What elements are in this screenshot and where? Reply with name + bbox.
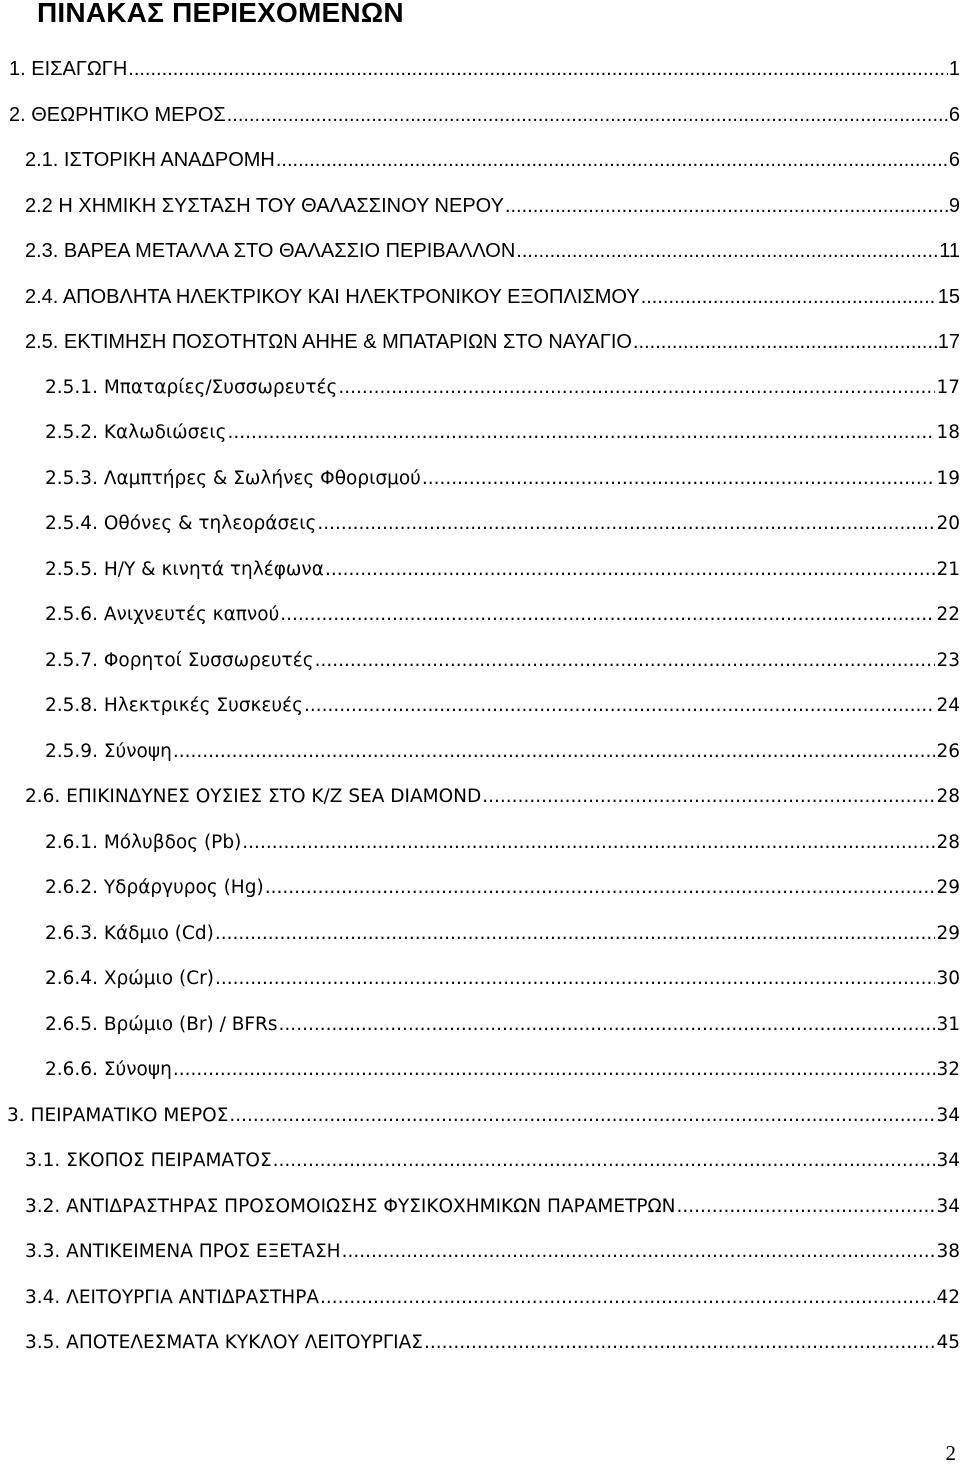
toc-dot-leader — [273, 1146, 936, 1176]
page-title: ΠΙΝΑΚΑΣ ΠΕΡΙΕΧΟΜΕΝΩΝ — [37, 0, 404, 28]
toc-entry-label: 2.6.1. Μόλυβδος (Pb) — [45, 832, 242, 853]
toc-dot-leader — [229, 1101, 935, 1131]
toc-entry[interactable] — [45, 964, 960, 994]
toc-entry[interactable] — [45, 828, 960, 858]
toc-entry-label: 2.6.5. Βρώμιο (Br) / BFRs — [45, 1014, 278, 1035]
toc-dot-leader — [227, 100, 948, 130]
toc-entry[interactable] — [45, 418, 960, 448]
toc-entry-label: 3.4. ΛΕΙΤΟΥΡΓΙΑ ΑΝΤΙΔΡΑΣΤΗΡΑ — [25, 1287, 320, 1308]
toc-entry[interactable] — [45, 509, 960, 539]
toc-dot-leader — [505, 191, 948, 221]
toc-dot-leader — [279, 1010, 936, 1040]
toc-dot-leader — [641, 282, 937, 312]
toc-entry-label: 2.5.6. Ανιχνευτές καπνού — [45, 604, 280, 625]
toc-entry[interactable] — [25, 1328, 960, 1358]
toc-dot-leader — [422, 464, 936, 494]
toc-entry-page: 32 — [936, 1059, 960, 1080]
toc-entry[interactable] — [45, 1010, 960, 1040]
toc-entry-label: 2.6.3. Κάδμιο (Cd) — [45, 923, 214, 944]
toc-entry-page: 17 — [936, 377, 960, 398]
toc-entry-label: 2.2 Η ΧΗΜΙΚΗ ΣΥΣΤΑΣΗ ΤΟΥ ΘΑΛΑΣΣΙΝΟΥ ΝΕΡΟΥ — [25, 195, 504, 217]
toc-entry-label: 2.5.3. Λαμπτήρες & Σωλήνες Φθορισμού — [45, 468, 421, 489]
toc-entry[interactable] — [45, 373, 960, 403]
toc-entry-label: 2.6.2. Υδράργυρος (Hg) — [45, 877, 264, 898]
toc-entry[interactable] — [45, 555, 960, 585]
toc-dot-leader — [128, 54, 948, 84]
toc-entry-label: 2.4. ΑΠΟΒΛΗΤΑ ΗΛΕΚΤΡΙΚΟΥ ΚΑΙ ΗΛΕΚΤΡΟΝΙΚΟΥ ΕΞΟΠΛΙΣΜΟΥ — [25, 286, 640, 308]
toc-entry-label: 2.5.7. Φορητοί Συσσωρευτές — [45, 650, 314, 671]
toc-entry-page: 1 — [948, 58, 960, 80]
toc-entry-page: 42 — [936, 1287, 960, 1308]
toc-dot-leader — [215, 919, 936, 949]
toc-dot-leader — [338, 373, 935, 403]
toc-entry-page: 22 — [936, 604, 960, 625]
toc-entry[interactable] — [45, 737, 960, 767]
toc-entry-page: 20 — [936, 513, 960, 534]
toc-entry[interactable] — [25, 1283, 960, 1313]
toc-entry-page: 45 — [936, 1332, 960, 1353]
toc-entry[interactable] — [45, 873, 960, 903]
toc-entry[interactable] — [45, 691, 960, 721]
toc-entry-page: 23 — [936, 650, 960, 671]
toc-entry-label: 3.5. ΑΠΟΤΕΛΕΣΜΑΤΑ ΚΥΚΛΟΥ ΛΕΙΤΟΥΡΓΙΑΣ — [25, 1332, 423, 1353]
toc-dot-leader — [173, 1055, 936, 1085]
toc-dot-leader — [325, 555, 936, 585]
toc-dot-leader — [315, 646, 936, 676]
toc-dot-leader — [265, 873, 936, 903]
toc-dot-leader — [633, 327, 937, 357]
toc-entry-label: 2.5.4. Οθόνες & τηλεοράσεις — [45, 513, 317, 534]
toc-dot-leader — [242, 828, 935, 858]
toc-dot-leader — [317, 509, 935, 539]
toc-entry-label: 2.1. ΙΣΤΟΡΙΚΗ ΑΝΑΔΡΟΜΗ — [25, 149, 275, 171]
toc-entry-label: 2.6.6. Σύνοψη — [45, 1059, 172, 1080]
toc-entry[interactable] — [45, 919, 960, 949]
toc-dot-leader — [320, 1283, 935, 1313]
toc-entry-label: 2.5.1. Μπαταρίες/Συσσωρευτές — [45, 377, 338, 398]
toc-entry-label: 2.3. ΒΑΡΕΑ ΜΕΤΑΛΛΑ ΣΤΟ ΘΑΛΑΣΣΙΟ ΠΕΡΙΒΑΛΛΟΝ — [25, 240, 516, 262]
toc-entry-label: 3.2. ΑΝΤΙΔΡΑΣΤΗΡΑΣ ΠΡΟΣΟΜΟΙΩΣΗΣ ΦΥΣΙΚΟΧΗΜΙΚΩΝ ΠΑΡΑΜΕΤΡΩΝ — [25, 1196, 676, 1217]
toc-dot-leader — [280, 600, 935, 630]
toc-entry-label: 2.5.5. Η/Υ & κινητά τηλέφωνα — [45, 559, 324, 580]
page-number: 2 — [945, 1441, 956, 1465]
toc-entry-page: 15 — [937, 286, 960, 308]
toc-dot-leader — [215, 964, 936, 994]
toc-entry-label: 2.5. ΕΚΤΙΜΗΣΗ ΠΟΣΟΤΗΤΩΝ ΑΗΗΕ & ΜΠΑΤΑΡΙΩΝ ΣΤΟ ΝΑΥΑΓΙΟ — [25, 331, 632, 353]
toc-entry-page: 19 — [936, 468, 960, 489]
toc-entry[interactable] — [25, 1237, 960, 1267]
toc-entry-label: 2.5.2. Καλωδιώσεις — [45, 422, 227, 443]
toc-entry[interactable] — [25, 191, 960, 221]
toc-entry-page: 26 — [936, 741, 960, 762]
toc-entry-page: 11 — [939, 240, 960, 262]
toc-entry-page: 18 — [936, 422, 960, 443]
toc-entry-page: 24 — [936, 695, 960, 716]
toc-entry[interactable] — [25, 327, 960, 357]
toc-entry-page: 31 — [936, 1014, 960, 1035]
toc-entry[interactable] — [45, 600, 960, 630]
toc-entry-label: 1. ΕΙΣΑΓΩΓΗ — [9, 58, 128, 80]
toc-entry[interactable] — [45, 464, 960, 494]
toc-entry-page: 6 — [948, 149, 960, 171]
toc-entry-page: 28 — [936, 786, 960, 807]
toc-entry-label: 2.6. ΕΠΙΚΙΝΔΥΝΕΣ ΟΥΣΙΕΣ ΣΤΟ Κ/Ζ SEA DIAMOND — [25, 786, 482, 807]
toc-entry-page: 29 — [936, 877, 960, 898]
toc-entry-label: 3.1. ΣΚΟΠΟΣ ΠΕΙΡΑΜΑΤΟΣ — [25, 1150, 272, 1171]
toc-dot-leader — [516, 236, 938, 266]
toc-dot-leader — [482, 782, 935, 812]
toc-entry-label: 2. ΘΕΩΡΗΤΙΚΟ ΜΕΡΟΣ — [9, 104, 226, 126]
toc-entry-page: 9 — [948, 195, 960, 217]
toc-entry-page: 6 — [948, 104, 960, 126]
toc-entry-page: 34 — [936, 1196, 960, 1217]
toc-entry[interactable] — [9, 54, 960, 84]
toc-entry-page: 17 — [937, 331, 960, 353]
toc-dot-leader — [228, 418, 936, 448]
toc-entry-page: 38 — [936, 1241, 960, 1262]
toc-dot-leader — [304, 691, 935, 721]
toc-dot-leader — [173, 737, 936, 767]
toc-entry[interactable] — [25, 282, 960, 312]
toc-dot-leader — [276, 145, 948, 175]
toc-entry-label: 3.3. ΑΝΤΙΚΕΙΜΕΝΑ ΠΡΟΣ ΕΞΕΤΑΣΗ — [25, 1241, 341, 1262]
toc-entry[interactable] — [25, 1146, 960, 1176]
toc-entry[interactable] — [45, 646, 960, 676]
toc-dot-leader — [424, 1328, 935, 1358]
toc-entry-label: 2.5.8. Ηλεκτρικές Συσκευές — [45, 695, 303, 716]
toc-entry[interactable] — [7, 1101, 960, 1131]
toc-entry-page: 28 — [936, 832, 960, 853]
toc-entry-page: 29 — [936, 923, 960, 944]
toc-entry[interactable] — [25, 1192, 960, 1222]
toc-entry[interactable] — [25, 145, 960, 175]
toc-entry[interactable] — [9, 100, 960, 130]
toc-entry-page: 21 — [936, 559, 960, 580]
toc-entry-label: 2.5.9. Σύνοψη — [45, 741, 172, 762]
toc-dot-leader — [342, 1237, 936, 1267]
toc-entry-page: 30 — [936, 968, 960, 989]
toc-entry[interactable] — [25, 236, 960, 266]
toc-entry-page: 34 — [936, 1150, 960, 1171]
toc-entry-label: 2.6.4. Χρώμιο (Cr) — [45, 968, 214, 989]
toc-entry-label: 3. ΠΕΙΡΑΜΑΤΙΚΟ ΜΕΡΟΣ — [7, 1105, 229, 1126]
toc-entry[interactable] — [45, 1055, 960, 1085]
toc-entry[interactable] — [25, 782, 960, 812]
toc-dot-leader — [677, 1192, 936, 1222]
toc-entry-page: 34 — [936, 1105, 960, 1126]
